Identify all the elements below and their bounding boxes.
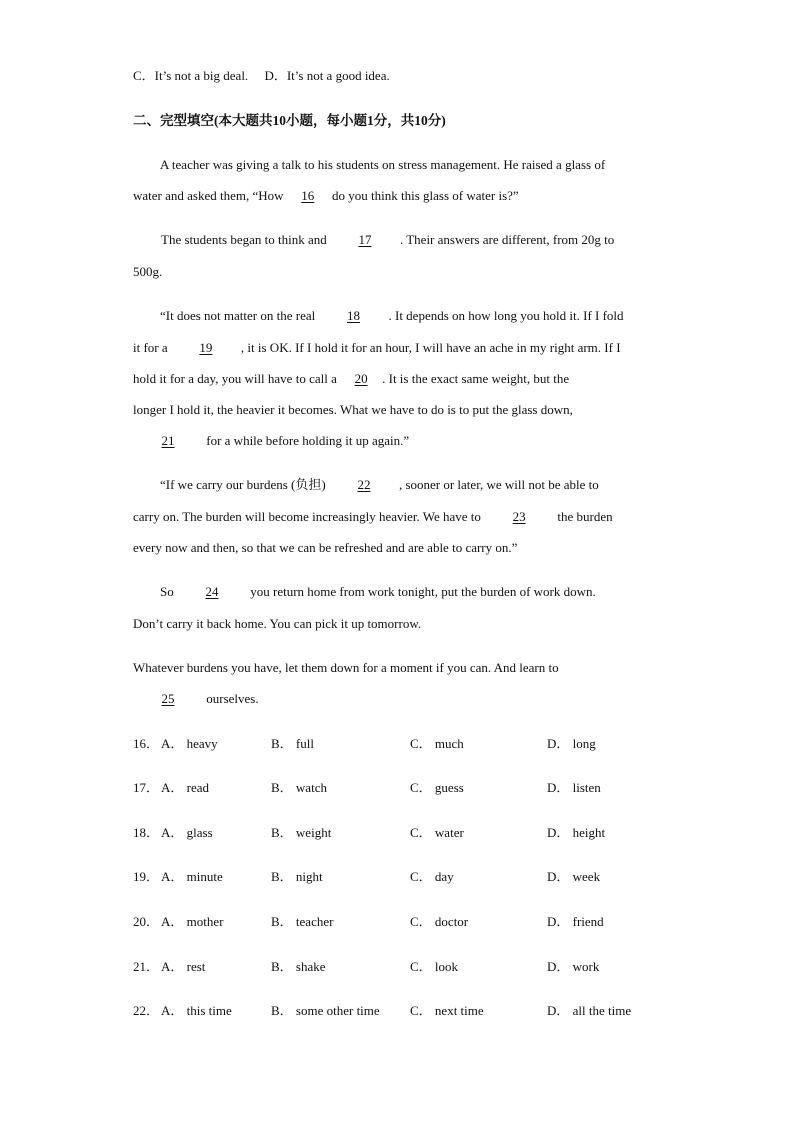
question-option-d[interactable]: D． listen [547, 780, 601, 795]
passage-line: “It does not matter on the real 18 . It depends on how long you hold it. If I fold [160, 308, 624, 323]
passage-line: A teacher was giving a talk to his students on stress management. He raised a glass of [160, 157, 606, 172]
blank-17[interactable]: 17 [358, 232, 372, 247]
blank-19[interactable]: 19 [199, 340, 213, 355]
blank-21[interactable]: 21 [161, 433, 175, 448]
question-option-a[interactable]: 20． A． mother [133, 914, 224, 929]
passage-line: 21 for a while before holding it up again.” [133, 433, 409, 449]
question-option-c[interactable]: C． doctor [410, 914, 469, 929]
blank-18[interactable]: 18 [346, 308, 360, 323]
question-option-b[interactable]: B． night [271, 869, 323, 884]
question-option-a[interactable]: 18． A． glass [133, 825, 213, 840]
question-option-b[interactable]: B． watch [271, 780, 327, 795]
question-option-d[interactable]: D． friend [547, 914, 604, 929]
option-c: C．It’s not a big deal. [133, 68, 249, 83]
passage-line: every now and then, so that we can be refreshed and are able to carry on.” [133, 540, 518, 555]
blank-23[interactable]: 23 [512, 509, 526, 524]
question-option-a[interactable]: 22． A． this time [133, 1003, 232, 1018]
question-option-a[interactable]: 21． A． rest [133, 959, 206, 974]
previous-options [133, 68, 390, 84]
passage-line: hold it for a day, you will have to call a 20 . It is the exact same weight, but the [133, 371, 570, 386]
question-option-a[interactable]: 19． A． minute [133, 869, 223, 884]
passage-line: Whatever burdens you have, let them down for a moment if you can. And learn to [133, 660, 559, 675]
blank-22[interactable]: 22 [357, 477, 371, 492]
question-option-d[interactable]: D． long [547, 736, 596, 751]
passage-line: So 24 you return home from work tonight, put the burden of work down. [160, 584, 596, 599]
question-option-b[interactable]: B． shake [271, 959, 326, 974]
question-option-d[interactable]: D． all the time [547, 1003, 632, 1018]
question-option-c[interactable]: C． next time [410, 1003, 484, 1018]
passage-line: it for a 19 , it is OK. If I hold it for an hour, I will have an ache in my right arm. If I [133, 340, 621, 355]
blank-25[interactable]: 25 [161, 691, 175, 706]
question-option-b[interactable]: B． full [271, 736, 314, 751]
blank-16[interactable]: 16 [301, 188, 315, 203]
question-option-a[interactable]: 16． A． heavy [133, 736, 218, 751]
question-option-c[interactable]: C． day [410, 869, 454, 884]
passage-line: longer I hold it, the heavier it becomes. What we have to do is to put the glass down, [133, 402, 573, 417]
question-option-c[interactable]: C． much [410, 736, 464, 751]
passage-line: The students began to think and 17 . Their answers are different, from 20g to [161, 232, 615, 247]
question-option-a[interactable]: 17． A． read [133, 780, 210, 795]
blank-24[interactable]: 24 [205, 584, 219, 599]
passage-line: carry on. The burden will become increasingly heavier. We have to 23 the burden [133, 509, 613, 524]
passage-line: “If we carry our burdens (负担) 22 , sooner or later, we will not be able to [160, 477, 599, 492]
passage-line: Don’t carry it back home. You can pick it up tomorrow. [133, 616, 422, 631]
blank-20[interactable]: 20 [354, 371, 368, 386]
question-option-b[interactable]: B． teacher [271, 914, 334, 929]
question-option-d[interactable]: D． work [547, 959, 600, 974]
option-d: D．It’s not a good idea. [264, 68, 390, 83]
passage-line: 25 ourselves. [133, 691, 259, 707]
question-option-c[interactable]: C． water [410, 825, 464, 840]
question-option-b[interactable]: B． some other time [271, 1003, 380, 1018]
passage-line: 500g. [133, 264, 163, 279]
question-option-b[interactable]: B． weight [271, 825, 332, 840]
question-option-d[interactable]: D． height [547, 825, 606, 840]
section-title: 二、完型填空(本大题共10小题，每小题1分，共10分) [133, 113, 446, 128]
question-option-d[interactable]: D． week [547, 869, 601, 884]
question-option-c[interactable]: C． look [410, 959, 459, 974]
question-option-c[interactable]: C． guess [410, 780, 464, 795]
passage-line: water and asked them, “How 16 do you think this glass of water is?” [133, 188, 519, 203]
